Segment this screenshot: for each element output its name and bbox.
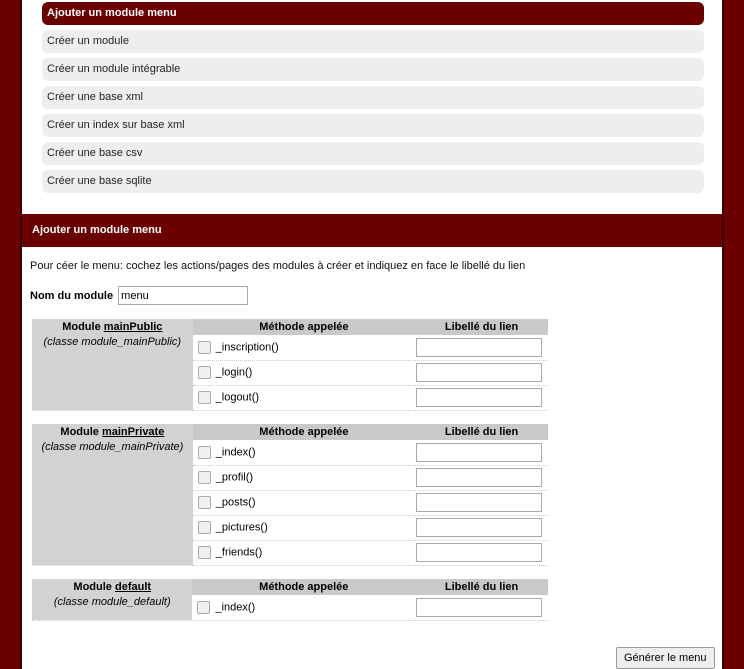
nav-item-create-csv-base[interactable]: Créer une base csv bbox=[42, 142, 704, 165]
page-content bbox=[22, 0, 722, 669]
module-class: (classe module_mainPublic) bbox=[43, 336, 182, 348]
method-checkbox[interactable] bbox=[198, 496, 211, 509]
method-name: _friends() bbox=[215, 546, 263, 559]
module-class: (classe module_mainPrivate) bbox=[41, 441, 184, 453]
method-checkbox[interactable] bbox=[198, 521, 211, 534]
column-header-method: Méthode appelée bbox=[193, 319, 415, 335]
method-name: _index() bbox=[215, 446, 256, 459]
method-name: _login() bbox=[215, 366, 253, 379]
method-checkbox[interactable] bbox=[198, 366, 211, 379]
method-name: _index() bbox=[215, 601, 256, 614]
module-table-mainpublic bbox=[32, 319, 548, 411]
module-info bbox=[32, 319, 193, 410]
method-name: _logout() bbox=[215, 391, 260, 404]
link-label-input[interactable] bbox=[416, 363, 542, 382]
link-label-input[interactable] bbox=[416, 598, 542, 617]
section-title: Ajouter un module menu bbox=[22, 214, 722, 247]
intro-text: Pour céer le menu: cochez les actions/pages des modules à créer et indiquez en face le libellé du lien bbox=[30, 260, 526, 272]
module-table-mainprivate bbox=[32, 424, 548, 566]
nav-item-create-module[interactable]: Créer un module bbox=[42, 30, 704, 53]
nav-item-create-embeddable-module[interactable]: Créer un module intégrable bbox=[42, 58, 704, 81]
link-label-input[interactable] bbox=[416, 543, 542, 562]
module-name-row bbox=[30, 286, 248, 305]
module-title: Module default bbox=[73, 581, 152, 593]
module-name: default bbox=[114, 581, 152, 593]
method-checkbox[interactable] bbox=[197, 601, 210, 614]
nav-item-add-menu-module[interactable]: Ajouter un module menu bbox=[42, 2, 704, 25]
method-checkbox[interactable] bbox=[198, 546, 211, 559]
link-label-input[interactable] bbox=[416, 493, 542, 512]
module-name: mainPrivate bbox=[101, 426, 165, 438]
method-name: _inscription() bbox=[215, 341, 279, 354]
method-checkbox[interactable] bbox=[198, 391, 211, 404]
nav-item-create-xml-index[interactable]: Créer un index sur base xml bbox=[42, 114, 704, 137]
right-border bbox=[722, 0, 724, 669]
column-header-label: Libellé du lien bbox=[415, 319, 548, 335]
generate-menu-button[interactable]: Générer le menu bbox=[616, 647, 715, 669]
link-label-input[interactable] bbox=[416, 388, 542, 407]
method-name: _posts() bbox=[215, 496, 256, 509]
module-name-input[interactable] bbox=[118, 286, 248, 305]
link-label-input[interactable] bbox=[416, 468, 542, 487]
column-header-method: Méthode appelée bbox=[193, 424, 415, 440]
method-checkbox[interactable] bbox=[198, 341, 211, 354]
link-label-input[interactable] bbox=[416, 338, 542, 357]
module-info bbox=[32, 424, 193, 565]
module-name: mainPublic bbox=[103, 321, 163, 333]
column-header-label: Libellé du lien bbox=[415, 579, 548, 595]
method-name: _pictures() bbox=[215, 521, 268, 534]
action-nav bbox=[42, 2, 704, 198]
module-title: Module mainPublic bbox=[62, 321, 163, 333]
module-class: (classe module_default) bbox=[53, 596, 171, 608]
column-header-label: Libellé du lien bbox=[415, 424, 548, 440]
module-name-label: Nom du module bbox=[30, 289, 114, 302]
module-info bbox=[32, 579, 192, 620]
nav-item-create-xml-base[interactable]: Créer une base xml bbox=[42, 86, 704, 109]
module-table-default bbox=[32, 579, 548, 621]
link-label-input[interactable] bbox=[416, 518, 542, 537]
method-checkbox[interactable] bbox=[198, 446, 211, 459]
link-label-input[interactable] bbox=[416, 443, 542, 462]
column-header-method: Méthode appelée bbox=[192, 579, 415, 595]
method-name: _profil() bbox=[215, 471, 254, 484]
module-title: Module mainPrivate bbox=[60, 426, 165, 438]
method-checkbox[interactable] bbox=[198, 471, 211, 484]
nav-item-create-sqlite-base[interactable]: Créer une base sqlite bbox=[42, 170, 704, 193]
